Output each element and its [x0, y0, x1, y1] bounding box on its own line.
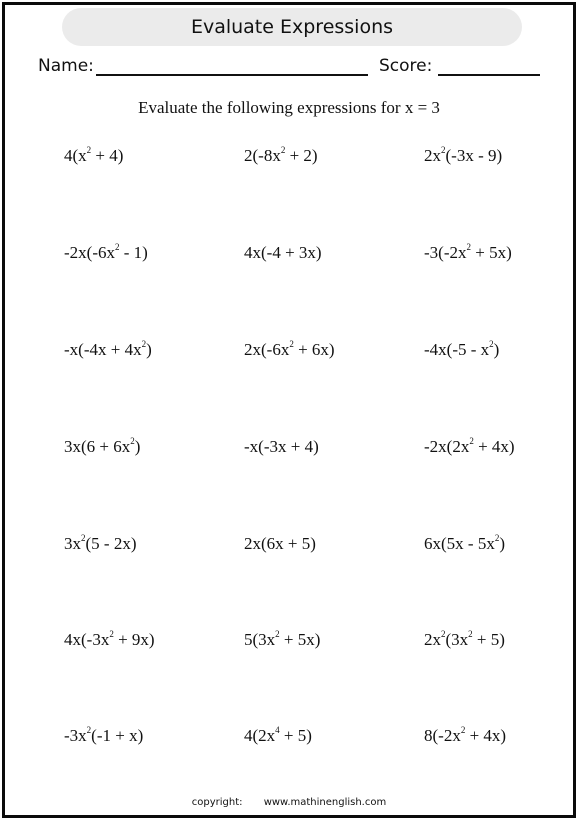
expression-text: ) — [146, 340, 152, 359]
page-border — [2, 2, 576, 818]
footer — [0, 797, 578, 808]
copyright-label: copyright: — [191, 797, 243, 808]
expression-text: ) — [493, 340, 500, 359]
expression-text: -2x(2x — [424, 437, 470, 456]
expression-text: + 5x) — [470, 243, 512, 262]
expression-text: + 4) — [91, 146, 124, 165]
expression-r5-c2 — [244, 534, 316, 554]
expression-text: + 5x) — [279, 630, 321, 649]
exponent: 2 — [86, 145, 92, 156]
expression-text: -3(-2x — [424, 243, 467, 262]
expression-r5-c1 — [64, 534, 136, 554]
exponent: 2 — [114, 242, 120, 253]
expression-text: + 9x) — [113, 630, 155, 649]
expression-text: 2x(6x + 5) — [244, 534, 316, 553]
exponent: 2 — [280, 145, 286, 156]
exponent: 2 — [494, 533, 500, 544]
instructions: Evaluate the following expressions for x = 3 — [138, 98, 440, 117]
worksheet-title-text: Evaluate Expressions — [190, 16, 394, 38]
expression-text: 8(-2x — [424, 726, 461, 745]
worksheet-title — [62, 8, 522, 46]
exponent: 2 — [86, 725, 92, 736]
expression-text: 2(-8x — [244, 146, 281, 165]
exponent: 2 — [289, 339, 294, 350]
exponent: 2 — [275, 629, 280, 640]
expression-r6-c1 — [64, 630, 155, 650]
exponent: 2 — [489, 339, 494, 350]
website-url: www.mathinenglish.com — [263, 797, 387, 808]
exponent: 2 — [441, 145, 446, 156]
expression-r6-c2 — [244, 630, 320, 650]
expression-text: (3x — [445, 630, 469, 649]
expression-r6-c3 — [424, 630, 505, 650]
expression-text: + 6x) — [293, 340, 335, 359]
expression-text: 4x(-3x — [64, 630, 110, 649]
score-label: Score: — [379, 56, 433, 76]
expression-text: + 2) — [285, 146, 318, 165]
exponent: 2 — [441, 629, 446, 640]
expression-r2-c2 — [244, 243, 322, 263]
expression-r1-c1 — [64, 146, 123, 166]
expression-text: - 1) — [119, 243, 148, 262]
expression-text: + 5) — [472, 630, 505, 649]
expression-text: ) — [134, 437, 141, 456]
expression-text: + 4x) — [473, 437, 515, 456]
expression-r2-c1 — [64, 243, 148, 263]
expression-text: 4(2x — [244, 726, 276, 745]
expression-text: -4x(-5 - x — [424, 340, 490, 359]
expression-r5-c3 — [424, 534, 505, 554]
name-label: Name: — [38, 56, 94, 76]
expression-text: + 4x) — [465, 726, 507, 745]
expression-r4-c1 — [64, 437, 140, 457]
expression-r1-c3 — [424, 146, 502, 166]
score-blank-line — [438, 74, 540, 76]
exponent: 2 — [468, 629, 473, 640]
exponent: 2 — [109, 629, 114, 640]
expression-r3-c1 — [64, 340, 152, 360]
exponent: 2 — [141, 339, 147, 350]
expression-r3-c2 — [244, 340, 335, 360]
exponent: 2 — [460, 725, 466, 736]
expression-r7-c1 — [64, 726, 143, 746]
expression-text: -x(-3x + 4) — [244, 437, 319, 456]
expression-text: 2x(-6x — [244, 340, 290, 359]
expression-r7-c2 — [244, 726, 312, 746]
expression-text: 4x(-4 + 3x) — [244, 243, 322, 262]
expression-r4-c3 — [424, 437, 515, 457]
expression-text: -x(-4x + 4x — [64, 340, 142, 359]
exponent: 2 — [130, 436, 135, 447]
exponent: 2 — [81, 533, 86, 544]
expression-text: 3x(6 + 6x — [64, 437, 131, 456]
expression-text: 3x — [64, 534, 81, 553]
exponent: 4 — [275, 725, 280, 736]
expression-text: 2x — [424, 146, 441, 165]
exponent: 2 — [469, 436, 474, 447]
expression-text: (-1 + x) — [91, 726, 144, 745]
expression-text: 4(x — [64, 146, 87, 165]
expression-r4-c2 — [244, 437, 319, 457]
expression-r3-c3 — [424, 340, 499, 360]
expression-text: (-3x - 9) — [445, 146, 503, 165]
expression-r2-c3 — [424, 243, 512, 263]
name-score-row — [38, 56, 548, 82]
name-blank-line — [96, 74, 368, 76]
expression-text: ) — [499, 534, 505, 553]
expression-text: (5 - 2x) — [85, 534, 137, 553]
expression-text: -3x — [64, 726, 87, 745]
expression-r1-c2 — [244, 146, 318, 166]
expression-text: 5(3x — [244, 630, 276, 649]
expression-text: 6x(5x - 5x — [424, 534, 495, 553]
expression-text: 2x — [424, 630, 441, 649]
expression-r7-c3 — [424, 726, 506, 746]
exponent: 2 — [466, 242, 471, 253]
expression-text: + 5) — [279, 726, 312, 745]
expression-text: -2x(-6x — [64, 243, 115, 262]
